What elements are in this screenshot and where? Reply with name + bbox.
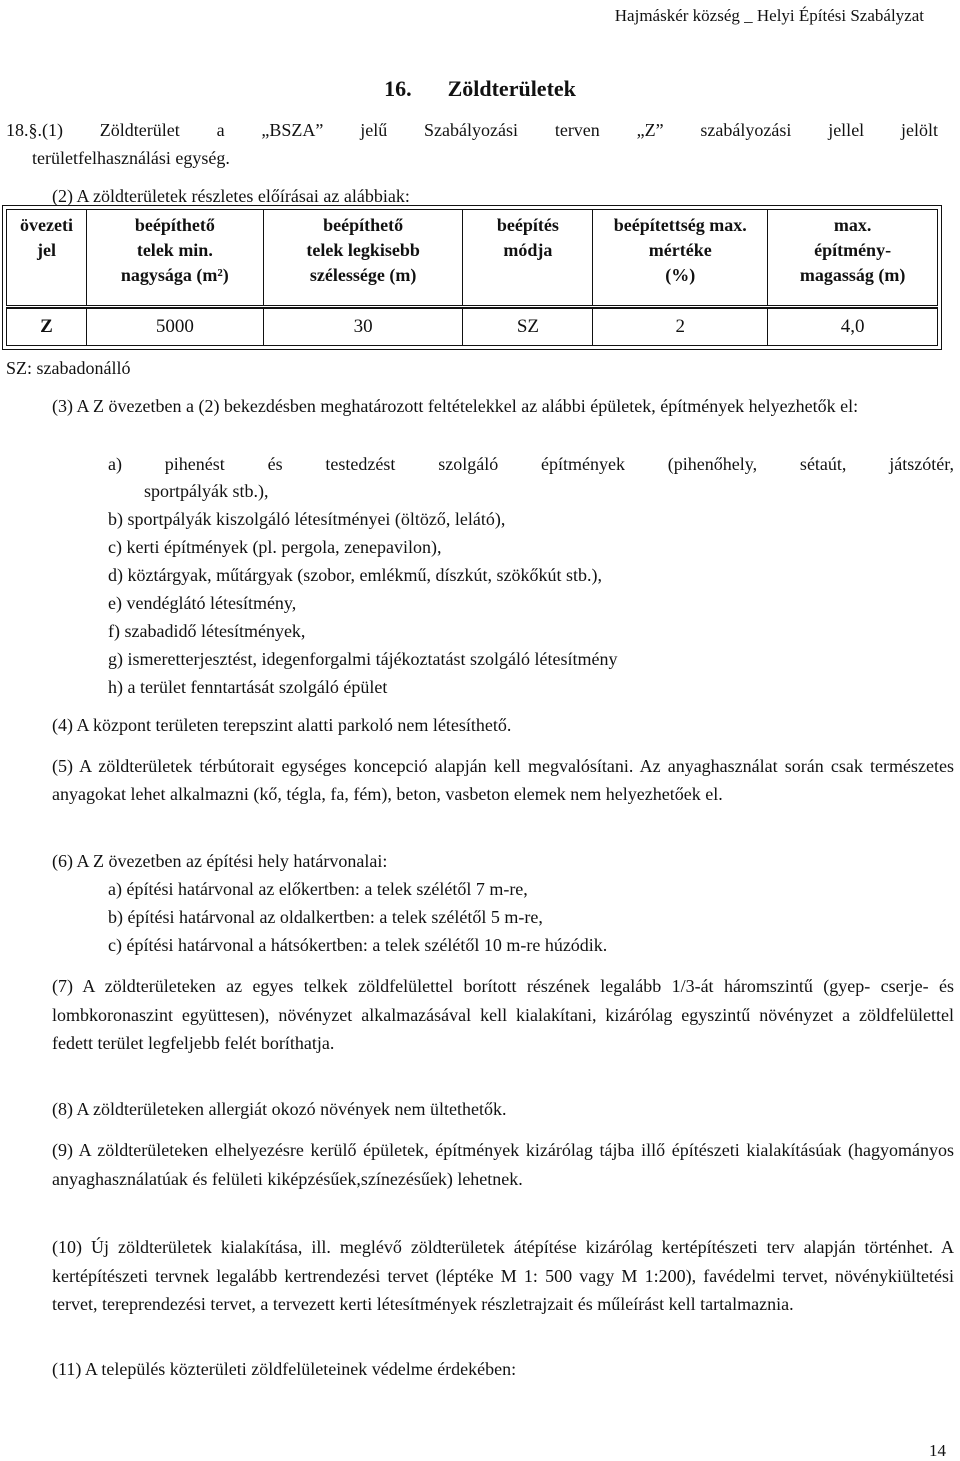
section-title-text: Zöldterületek: [447, 76, 576, 101]
page-header: Hajmáskér község _ Helyi Építési Szabályzat: [614, 6, 924, 25]
cell-max-height: 4,0: [768, 309, 938, 346]
table-row: [7, 309, 938, 346]
section-title: [0, 76, 960, 102]
list-item-6a: a) építési határvonal az előkertben: a telek szélétől 7 m-re,: [108, 879, 528, 899]
list-item-3c: c) kerti építmények (pl. pergola, zenepavilon),: [108, 537, 442, 557]
paragraph-4: (4) A központ területen terepszint alatti parkoló nem létesíthető.: [52, 715, 512, 735]
list-item-3g: g) ismeretterjesztést, idegenforgalmi tájékoztatást szolgáló létesítmény: [108, 649, 618, 669]
list-item-3e: e) vendéglátó létesítmény,: [108, 593, 297, 613]
header-max-coverage: beépítettség max. mértéke (%): [593, 210, 768, 307]
header-min-plot-size: beépíthető telek min. nagysága (m²): [86, 210, 263, 307]
section-number: 16.: [384, 76, 412, 101]
list-item-6c: c) építési határvonal a hátsókertben: a telek szélétől 10 m-re húzódik.: [108, 935, 608, 955]
paragraph-1-line-1: 18.§.(1) Zöldterület a „BSZA” jelű Szabályozási terven „Z” szabályozási jellel jelölt: [6, 120, 938, 140]
list-item-6b: b) építési határvonal az oldalkertben: a telek szélétől 5 m-re,: [108, 907, 543, 927]
list-item-3b: b) sportpályák kiszolgáló létesítményei (öltöző, lelátó),: [108, 509, 506, 529]
paragraph-11: (11) A település közterületi zöldfelületeinek védelme érdekében:: [52, 1359, 517, 1379]
table-footnote: SZ: szabadonálló: [6, 358, 131, 378]
list-item-3d: d) köztárgyak, műtárgyak (szobor, emlékmű, díszkút, szökőkút stb.),: [108, 565, 603, 585]
cell-min-plot-size: 5000: [86, 309, 263, 346]
paragraph-7: (7) A zöldterületeken az egyes telkek zöldfelülettel borított részének legalább 1/3-át háromszintű (gyep- cserje- és lombkoronaszint együttesen), növényzet alkalmazásával kell kialakítani, kizárólag egyszintű növényzet a zöldfelülettel fedett terület legfeljebb felét boríthatja.: [52, 976, 954, 1053]
cell-min-plot-width: 30: [263, 309, 463, 346]
cell-zone-code: Z: [7, 309, 87, 346]
paragraph-5: (5) A zöldterületek térbútorait egységes koncepció alapján kell megvalósítani. Az anyaghasználat során csak természetes anyagokat lehet alkalmazni (kő, tégla, fa, fém), beton, vasbeton elemek nem helyezhetőek el.: [52, 756, 954, 804]
paragraph-9: (9) A zöldterületeken elhelyezésre kerülő épületek, építmények kizárólag tájba illő építészeti kialakításúak (hagyományos anyaghasználatúak és felületi kiképzésűek,színezésűek) lehetnek.: [52, 1140, 954, 1189]
list-item-3a-cont: sportpályák stb.),: [144, 481, 269, 501]
cell-max-coverage: 2: [593, 309, 768, 346]
paragraph-2: (2) A zöldterületek részletes előírásai az alábbiak:: [52, 186, 410, 206]
paragraph-8: (8) A zöldterületeken allergiát okozó növények nem ültethetők.: [52, 1099, 507, 1119]
header-min-plot-width: beépíthető telek legkisebb szélessége (m): [263, 210, 463, 307]
paragraph-10: (10) Új zöldterületek kialakítása, ill. meglévő zöldterületek átépítése kizárólag kertépítészeti terv alapján történhet. A kertépítészeti tervnek legalább kertrendezési tervet (léptéke M 1: 500 vagy M 1:200), favédelmi tervet, növénykiültetési tervet, tereprendezési tervet, a tervezett kerti létesítmények részletrajzait és műleírást kell tartalmaznia.: [52, 1237, 954, 1314]
list-item-3h: h) a terület fenntartását szolgáló épület: [108, 677, 388, 697]
page-number: 14: [929, 1441, 946, 1460]
zone-rules-table: [6, 209, 938, 346]
header-building-mode: beépítés módja: [463, 210, 593, 307]
list-item-3a: a) pihenést és testedzést szolgáló építmények (pihenőhely, sétaút, játszótér,: [108, 454, 954, 474]
paragraph-6-intro: (6) A Z övezetben az építési hely határvonalai:: [52, 851, 388, 871]
header-zone-code: övezeti jel: [7, 210, 87, 307]
cell-building-mode: SZ: [463, 309, 593, 346]
paragraph-1-line-2: területfelhasználási egység.: [32, 148, 230, 168]
paragraph-3-intro: (3) A Z övezetben a (2) bekezdésben meghatározott feltételekkel az alábbi épületek, építmények helyezhetők el:: [52, 396, 859, 416]
table-header-row: [7, 210, 938, 307]
list-item-3f: f) szabadidő létesítmények,: [108, 621, 306, 641]
header-max-height: max. építmény- magasság (m): [768, 210, 938, 307]
